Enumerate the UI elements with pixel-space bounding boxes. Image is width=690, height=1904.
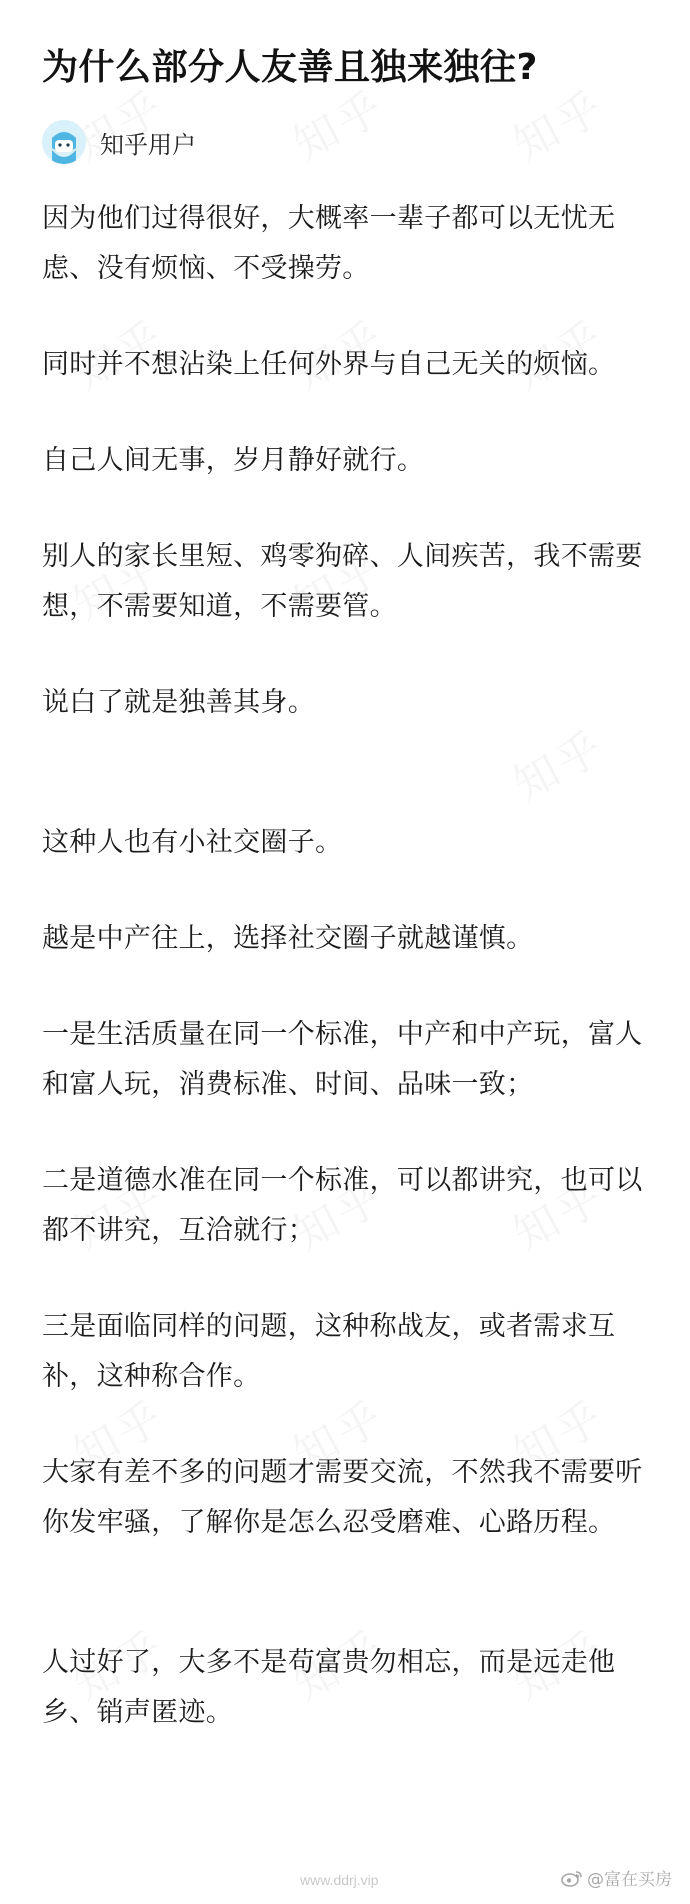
answer-paragraph: 说白了就是独善其身。 — [42, 687, 315, 718]
answer-paragraph: 同时并不想沾染上任何外界与自己无关的烦恼。 — [42, 349, 616, 380]
image-footer — [0, 1862, 690, 1892]
answer-paragraph: 一是生活质量在同一个标准，中产和中产玩，富人和富人玩，消费标准、时间、品味一致； — [42, 1019, 643, 1100]
answer-paragraph: 别人的家长里短、鸡零狗碎、人间疾苦，我不需要想，不需要知道，不需要管。 — [42, 541, 643, 622]
weibo-handle: @富在买房 — [587, 1870, 672, 1890]
answer-paragraph: 大家有差不多的问题才需要交流，不然我不需要听你发牢骚，了解你是怎么忍受磨难、心路历程。 — [42, 1457, 643, 1538]
question-title[interactable]: 为什么部分人友善且独来独往? — [42, 47, 538, 88]
author-name[interactable]: 知乎用户 — [100, 130, 196, 159]
answer-paragraph: 这种人也有小社交圈子。 — [42, 827, 343, 858]
author-row[interactable] — [42, 118, 648, 166]
answer-paragraph: 三是面临同样的问题，这种称战友，或者需求互补，这种称合作。 — [42, 1311, 616, 1392]
site-watermark: www.ddrj.vip — [300, 1872, 379, 1888]
answer-paragraph: 自己人间无事，岁月静好就行。 — [42, 445, 425, 476]
weibo-icon — [561, 1869, 583, 1887]
default-avatar-icon[interactable] — [42, 120, 86, 164]
answer-paragraph: 因为他们过得很好，大概率一辈子都可以无忧无虑、没有烦恼、不受操劳。 — [42, 203, 616, 284]
answer-paragraph: 二是道德水准在同一个标准，可以都讲究，也可以都不讲究，互洽就行； — [42, 1165, 643, 1246]
answer-paragraph: 越是中产往上，选择社交圈子就越谨慎。 — [42, 923, 534, 954]
weibo-watermark — [561, 1865, 672, 1890]
answer-body — [42, 194, 648, 1738]
answer-paragraph: 人过好了，大多不是苟富贵勿相忘，而是远走他乡、销声匿迹。 — [42, 1647, 616, 1728]
